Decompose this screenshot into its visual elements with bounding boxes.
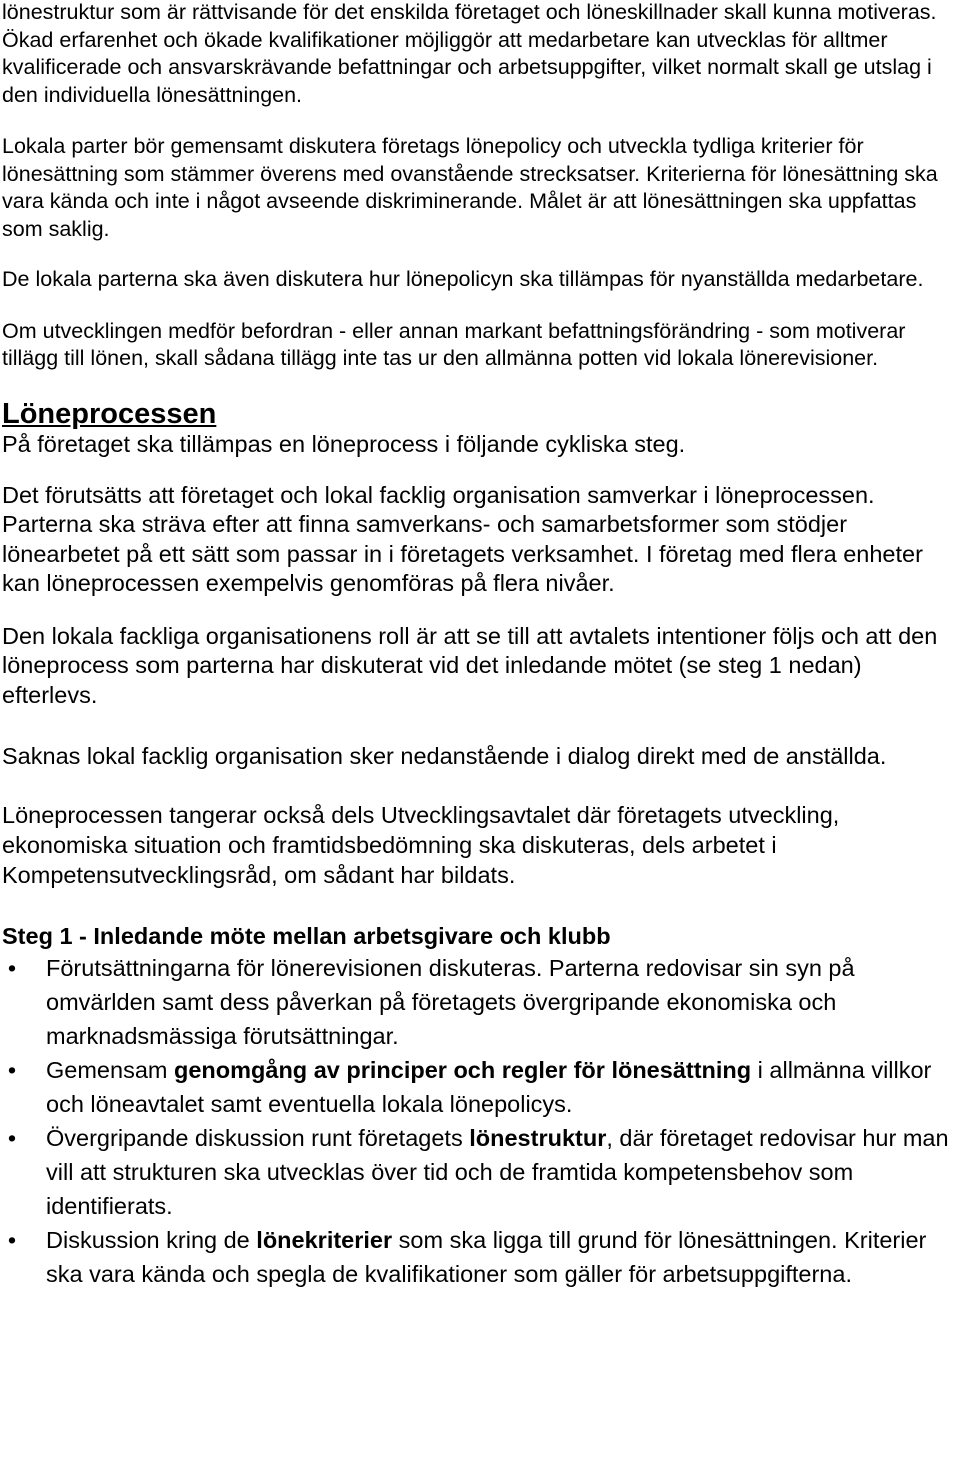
bullet-icon: • xyxy=(7,1227,17,1253)
bullet-icon: • xyxy=(7,955,17,981)
body-section-large xyxy=(2,397,960,1292)
body-section-small xyxy=(2,0,960,373)
paragraph-samverkan: Det förutsätts att företaget och lokal facklig organisation samverkar i löneprocessen. Parterna ska sträva efter att finna samverkans- och samarbetsformer som stödjer lönearbetet på ett sätt som passar in i företagets verksamhet. I företag med flera enheter kan löneprocessen exempelvis genomföras på flera nivåer. xyxy=(2,481,923,596)
bullet-icon: • xyxy=(7,1057,17,1083)
steg1-list xyxy=(2,951,960,1291)
bullet-icon: • xyxy=(7,1125,17,1151)
paragraph-nyanstallda: De lokala parterna ska även diskutera hur lönepolicyn ska tillämpas för nyanställda medarbetare. xyxy=(2,267,924,291)
paragraph-utvecklingsavtalet: Löneprocessen tangerar också dels Utvecklingsavtalet där företagets utveckling, ekonomiska situation och framtidsbedömning ska diskuteras, dels arbetet i Kompetensutvecklingsråd, om sådant har bildats. xyxy=(2,802,840,888)
paragraph-saknas: Saknas lokal facklig organisation sker nedanstående i dialog direkt med de anställda. xyxy=(2,743,887,769)
paragraph-lonestruktur: lönestruktur som är rättvisande för det enskilda företaget och löneskillnader skall kunna motiveras. Ökad erfarenhet och ökade kvalifikationer möjliggör att medarbetare kan utvecklas för alltmer kvalificerade och ansvarskrävande befattningar och arbetsuppgifter, vilket normalt skall ge utslag i den individuella lönesättningen. xyxy=(2,0,937,107)
section-heading: Löneprocessen xyxy=(2,397,217,430)
list-item: • Förutsättningarna för lönerevisionen diskuteras. Parterna redovisar sin syn på omvärlden samt dess påverkan på företagets övergripande ekonomiska och marknadsmässiga förutsättningar. xyxy=(2,951,960,1053)
section-intro: På företaget ska tillämpas en löneprocess i följande cykliska steg. xyxy=(2,430,686,457)
paragraph-befordran: Om utvecklingen medför befordran - eller annan markant befattningsförändring - som motiverar tillägg till lönen, skall sådana tillägg inte tas ur den allmänna potten vid lokala lönerevisioner. xyxy=(2,318,906,370)
list-item: • Diskussion kring de lönekriterier som ska ligga till grund för lönesättningen. Kriterier ska vara kända och spegla de kvalifikationer som gäller för arbetsuppgifterna. xyxy=(2,1223,960,1291)
steg1-heading: Steg 1 - Inledande möte mellan arbetsgivare och klubb xyxy=(2,923,611,949)
paragraph-lokala-parter: Lokala parter bör gemensamt diskutera företags lönepolicy och utveckla tydliga kriterier för lönesättning som stämmer överens med ovanstående strecksatser. Kriterierna för lönesättning ska vara kända och inte i något avseende diskriminerande. Målet är att lönesättningen ska uppfattas som saklig. xyxy=(2,134,938,241)
paragraph-facklig-roll: Den lokala fackliga organisationens roll är att se till att avtalets intentioner följs och att den löneprocess som parterna har diskuterat vid det inledande mötet (se steg 1 nedan) efterlevs. xyxy=(2,622,938,708)
list-item: • Gemensam genomgång av principer och regler för lönesättning i allmänna villkor och löneavtalet samt eventuella lokala lönepolicys. xyxy=(2,1053,960,1121)
list-item: • Övergripande diskussion runt företagets lönestruktur, där företaget redovisar hur man vill att strukturen ska utvecklas över tid och de framtida kompetensbehov som identifierats. xyxy=(2,1121,960,1223)
